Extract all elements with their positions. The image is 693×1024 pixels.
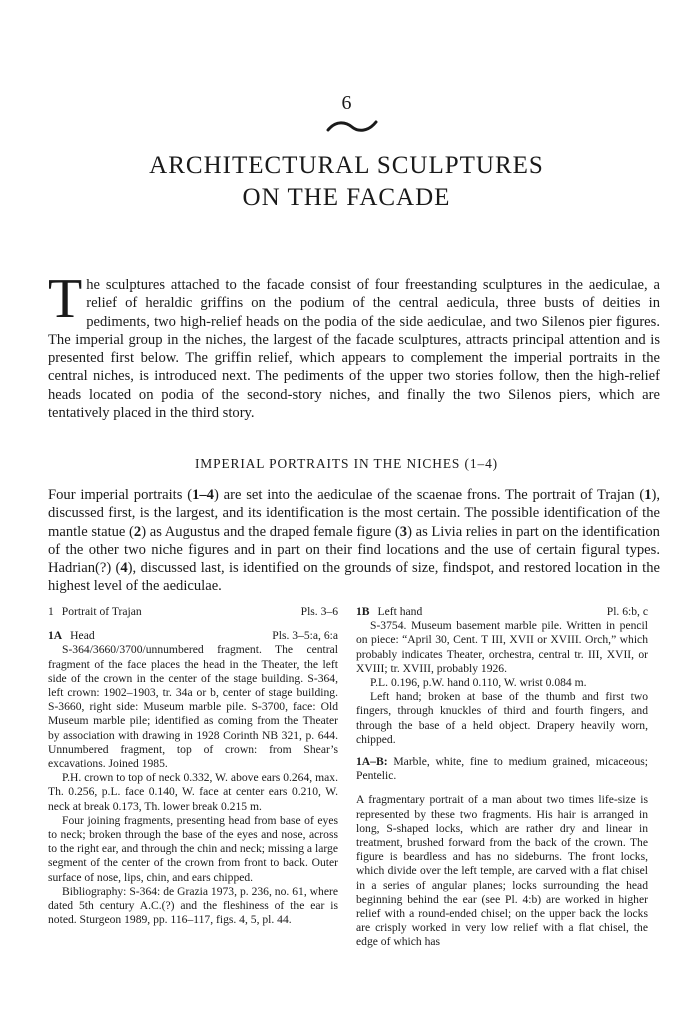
drop-cap: T xyxy=(48,268,83,330)
section-heading: IMPERIAL PORTRAITS IN THE NICHES (1–4) xyxy=(194,456,499,471)
entry-plates: Pls. 3–6 xyxy=(300,605,338,618)
right-column xyxy=(356,605,648,950)
chapter-number: 6 xyxy=(341,92,352,114)
entry-1b-heading xyxy=(356,605,648,619)
intro-paragraph xyxy=(48,268,660,422)
left-column xyxy=(48,605,338,927)
catalog-ref: 3 xyxy=(399,523,408,540)
section-intro-text: ), discussed last, is identified on the grounds of size, findspot, and restored location in the highest level of the aediculae. xyxy=(48,560,660,595)
catalog-ref: 4 xyxy=(120,560,128,577)
entry-1b-condition: Left hand; broken at base of the thumb and first two fingers, through knuckles of third and fourth fingers, and through the base of a held object. Drapery heavily worn, chipped. xyxy=(356,690,648,746)
catalog-ref: 1–4 xyxy=(192,487,214,503)
entry-title: Portrait of Trajan xyxy=(61,605,142,618)
section-intro-text: Four imperial portraits ( xyxy=(48,487,193,503)
section-intro-text: ) are set into the aediculae of the scaenae frons. The portrait of Trajan ( xyxy=(213,487,645,503)
description-paragraph: A fragmentary portrait of a man about two times life-size is represented by these two fragments. His hair is arranged in long, S-shaped locks, which are rather dry and linear in treatment, brushed forward from the back of the crown. The figure is beardless and has no sideburns. The front locks, which divide over the left temple, are carved with a flat chisel in a series of angular planes; locks surrounding the head beginning behind the ear (see Pl. 4:b) are worked in higher relief with a round-ended chisel; on the upper back the locks are crisply worked in very low relief with a flat chisel, the edge of which has xyxy=(356,793,648,949)
entry-label: 1A–B: xyxy=(356,755,388,769)
catalog-ref: 1 xyxy=(644,487,652,503)
chapter-title-line2: ON THE FACADE xyxy=(242,184,451,211)
entry-1b-provenance: S-3754. Museum basement marble pile. Written in pencil on piece: “April 30, Cent. T III, XVII or XVIII. Orch,” which probably indicates Theater, orchestra, central tr. III, XVII, or XVIII; tr. XVIII, probably 1926. xyxy=(356,619,648,675)
entry-1ab-material xyxy=(356,755,648,783)
entry-plates: Pls. 3–5:a, 6:a xyxy=(272,629,338,643)
entry-title: Head xyxy=(70,629,95,643)
entry-1a-dimensions: P.H. crown to top of neck 0.332, W. above ears 0.264, max. Th. 0.256, p.L. face 0.140, W. face at center ears 0.210, W. neck at break 0.173, Th. lower break 0.215 m. xyxy=(48,771,338,813)
entry-1b-dimensions: P.L. 0.196, p.W. hand 0.110, W. wrist 0.084 m. xyxy=(370,676,587,690)
section-intro-text: ) as Augustus and the draped female figure ( xyxy=(141,523,400,540)
entry-title: Left hand xyxy=(377,605,423,618)
section-intro-text: ) as Livia relies in part on the identification of the other two niche figures and in part on their find locations and the use of certain figural types. Hadrian(?) ( xyxy=(48,523,660,577)
intro-text: he sculptures attached to the facade consist of four freestanding sculptures in the aediculae, a relief of heraldic griffins on the podium of the central aedicula, three busts of deities in pediments, two high-relief heads on the podia of the side aediculae, and two Silenos pier figures. The imperial group in the niches, the largest of the facade sculptures, attracts principal attention and is presented first below. The griffin relief, which appears to complement the imperial portraits in the central niches, is introduced next. The pediments of the upper two stories follow, then the high-relief heads located on podia of the second-story niches, and finally the two Silenos piers, which are tentatively placed in the third story. xyxy=(48,277,660,422)
swash-ornament-icon xyxy=(326,118,378,134)
entry-1a-provenance: S-364/3660/3700/unnumbered fragment. The central fragment of the face places the head in the Theater, the left side of the crown in the center of the stage building. S-364, left crown: 1902–1903, tr. 34a or b, center of stage building. S-3660, right side: Museum marble pile. S-3700, face: Old Museum marble pile; identified as coming from the Theater by association with drawing in 1928 Corinth NB 321, p. 644. Unnumbered fragment, top of crown: from Shear’s excavations. Joined 1985. xyxy=(48,643,338,771)
section-intro-paragraph xyxy=(48,486,660,596)
catalog-ref: 2 xyxy=(133,523,142,540)
section-intro-text: ), discussed first, is the largest, and its identification is the most certain. The possible identification of the mantle statue ( xyxy=(48,487,660,540)
material-text: Marble, white, fine to medium grained, micaceous; Pentelic. xyxy=(356,755,648,783)
entry-plates: Pl. 6:b, c xyxy=(606,605,648,618)
entry-1-heading xyxy=(48,605,338,619)
entry-number: 1B xyxy=(356,605,370,618)
entry-number: 1 xyxy=(48,605,54,618)
entry-number: 1A xyxy=(48,629,63,643)
entry-1a-bibliography: Bibliography: S-364: de Grazia 1973, p. 236, no. 61, where dated 5th century A.C.(?) and the fleshiness of the ear is noted. Sturgeon 1989, pp. 116–117, figs. 4, 5, pl. 44. xyxy=(48,884,338,927)
chapter-title-line1: ARCHITECTURAL SCULPTURES xyxy=(149,152,544,179)
chapter-title xyxy=(0,150,693,214)
entry-1a-condition: Four joining fragments, presenting head from base of eyes to neck; broken through the base of the eyes and nose, across to the right ear, and through the chin and neck; missing a large segment of the center of the crown from front to back. Outer surface of nose, lips, chin, and ears chipped. xyxy=(48,813,338,884)
entry-1a-heading xyxy=(48,629,338,643)
